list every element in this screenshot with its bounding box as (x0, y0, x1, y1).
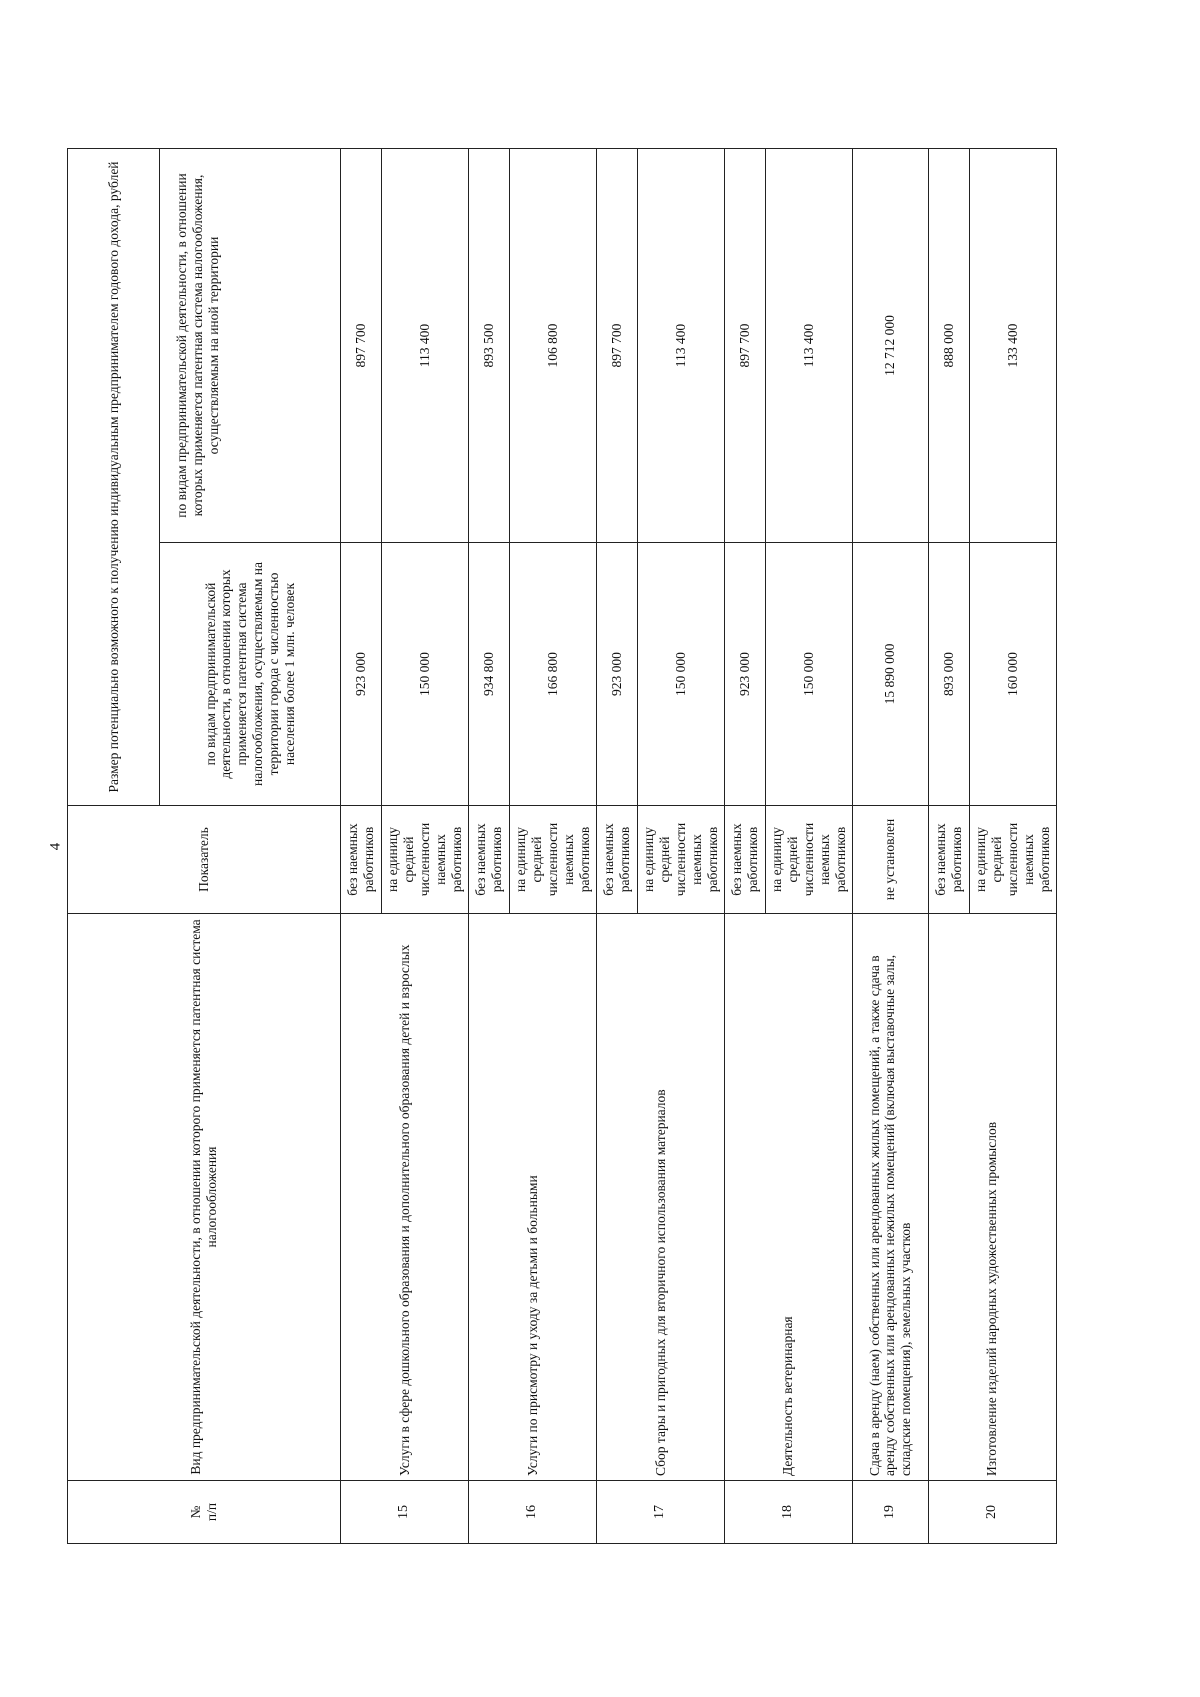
table-body (68, 149, 1057, 1544)
income-city: 923 000 (724, 543, 765, 806)
income-other: 897 700 (724, 149, 765, 543)
header-size-group-text: Размер потенциально возможного к получению индивидуальным предпринимателем годового дохода, рублей (105, 161, 121, 793)
indicator: на единицу средней численности наемных работников (510, 806, 597, 914)
indicator: без наемных работников (469, 806, 510, 914)
page-number: 4 (47, 842, 64, 851)
header-indicator (68, 806, 341, 914)
income-other: 113 400 (766, 149, 853, 543)
income-city: 923 000 (597, 543, 638, 806)
table-row (852, 149, 928, 1544)
indicator: на единицу средней численности наемных работников (969, 806, 1056, 914)
activity-name: Услуги по присмотру и уходу за детьми и больными (469, 914, 597, 1481)
income-city: 150 000 (382, 543, 469, 806)
header-size-other (160, 149, 341, 543)
income-other: 897 700 (597, 149, 638, 543)
row-number: 16 (469, 1481, 597, 1544)
income-city: 893 000 (928, 543, 969, 806)
indicator: не установлен (852, 806, 928, 914)
document-table-rotated (67, 149, 1057, 1544)
header-row-1 (68, 149, 160, 1544)
income-other: 897 700 (341, 149, 382, 543)
income-city: 160 000 (969, 543, 1056, 806)
income-other: 888 000 (928, 149, 969, 543)
income-city: 934 800 (469, 543, 510, 806)
income-other: 113 400 (638, 149, 725, 543)
income-other: 893 500 (469, 149, 510, 543)
table-row (469, 149, 510, 1544)
income-city: 166 800 (510, 543, 597, 806)
income-city: 150 000 (638, 543, 725, 806)
indicator: на единицу средней численности наемных работников (766, 806, 853, 914)
row-number: 20 (928, 1481, 1056, 1544)
activity-name: Услуги в сфере дошкольного образования и дополнительного образования детей и взрослых (341, 914, 469, 1481)
activity-name: Деятельность ветеринарная (724, 914, 852, 1481)
activity-name: Сбор тары и пригодных для вторичного использования материалов (597, 914, 725, 1481)
row-number: 17 (597, 1481, 725, 1544)
header-size-city-text: по видам предпринимательской деятельности, в отношении которых применяется патентная система налогообложения, осуществляемым на территории города с численностью населения более 1 млн. человек (202, 562, 298, 786)
income-other: 12 712 000 (852, 149, 928, 543)
header-activity-text: Вид предпринимательской деятельности, в отношении которого применяется патентная система налогообложения (188, 919, 220, 1475)
patent-income-table (67, 148, 1057, 1544)
indicator: на единицу средней численности наемных работников (638, 806, 725, 914)
indicator: без наемных работников (597, 806, 638, 914)
table-row (341, 149, 382, 1544)
activity-name: Изготовление изделий народных художественных промыслов (928, 914, 1056, 1481)
income-city: 15 890 000 (852, 543, 928, 806)
table-row (928, 149, 969, 1544)
income-city: 150 000 (766, 543, 853, 806)
header-size-other-text: по видам предпринимательской деятельности, в отношении которых применяется патентная система налогообложения, осуществляемым на иной территории (174, 173, 222, 518)
header-size-city (160, 543, 341, 806)
header-size-group (68, 149, 160, 806)
indicator: без наемных работников (341, 806, 382, 914)
income-other: 113 400 (382, 149, 469, 543)
header-indicator-text: Показатель (196, 827, 212, 892)
header-num (68, 1481, 341, 1544)
activity-name: Сдача в аренду (наем) собственных или арендованных жилых помещений, а также сдача в аренду собственных или арендованных нежилых помещений (включая выставочные залы, складские помещения), земельных участков (852, 914, 928, 1481)
income-city: 923 000 (341, 543, 382, 806)
table-row (724, 149, 765, 1544)
indicator: без наемных работников (724, 806, 765, 914)
income-other: 106 800 (510, 149, 597, 543)
header-activity (68, 914, 341, 1481)
row-number: 19 (852, 1481, 928, 1544)
row-number: 18 (724, 1481, 852, 1544)
table-row (597, 149, 638, 1544)
header-num-text: № п/п (188, 1502, 220, 1522)
indicator: на единицу средней численности наемных работников (382, 806, 469, 914)
row-number: 15 (341, 1481, 469, 1544)
income-other: 133 400 (969, 149, 1056, 543)
indicator: без наемных работников (928, 806, 969, 914)
